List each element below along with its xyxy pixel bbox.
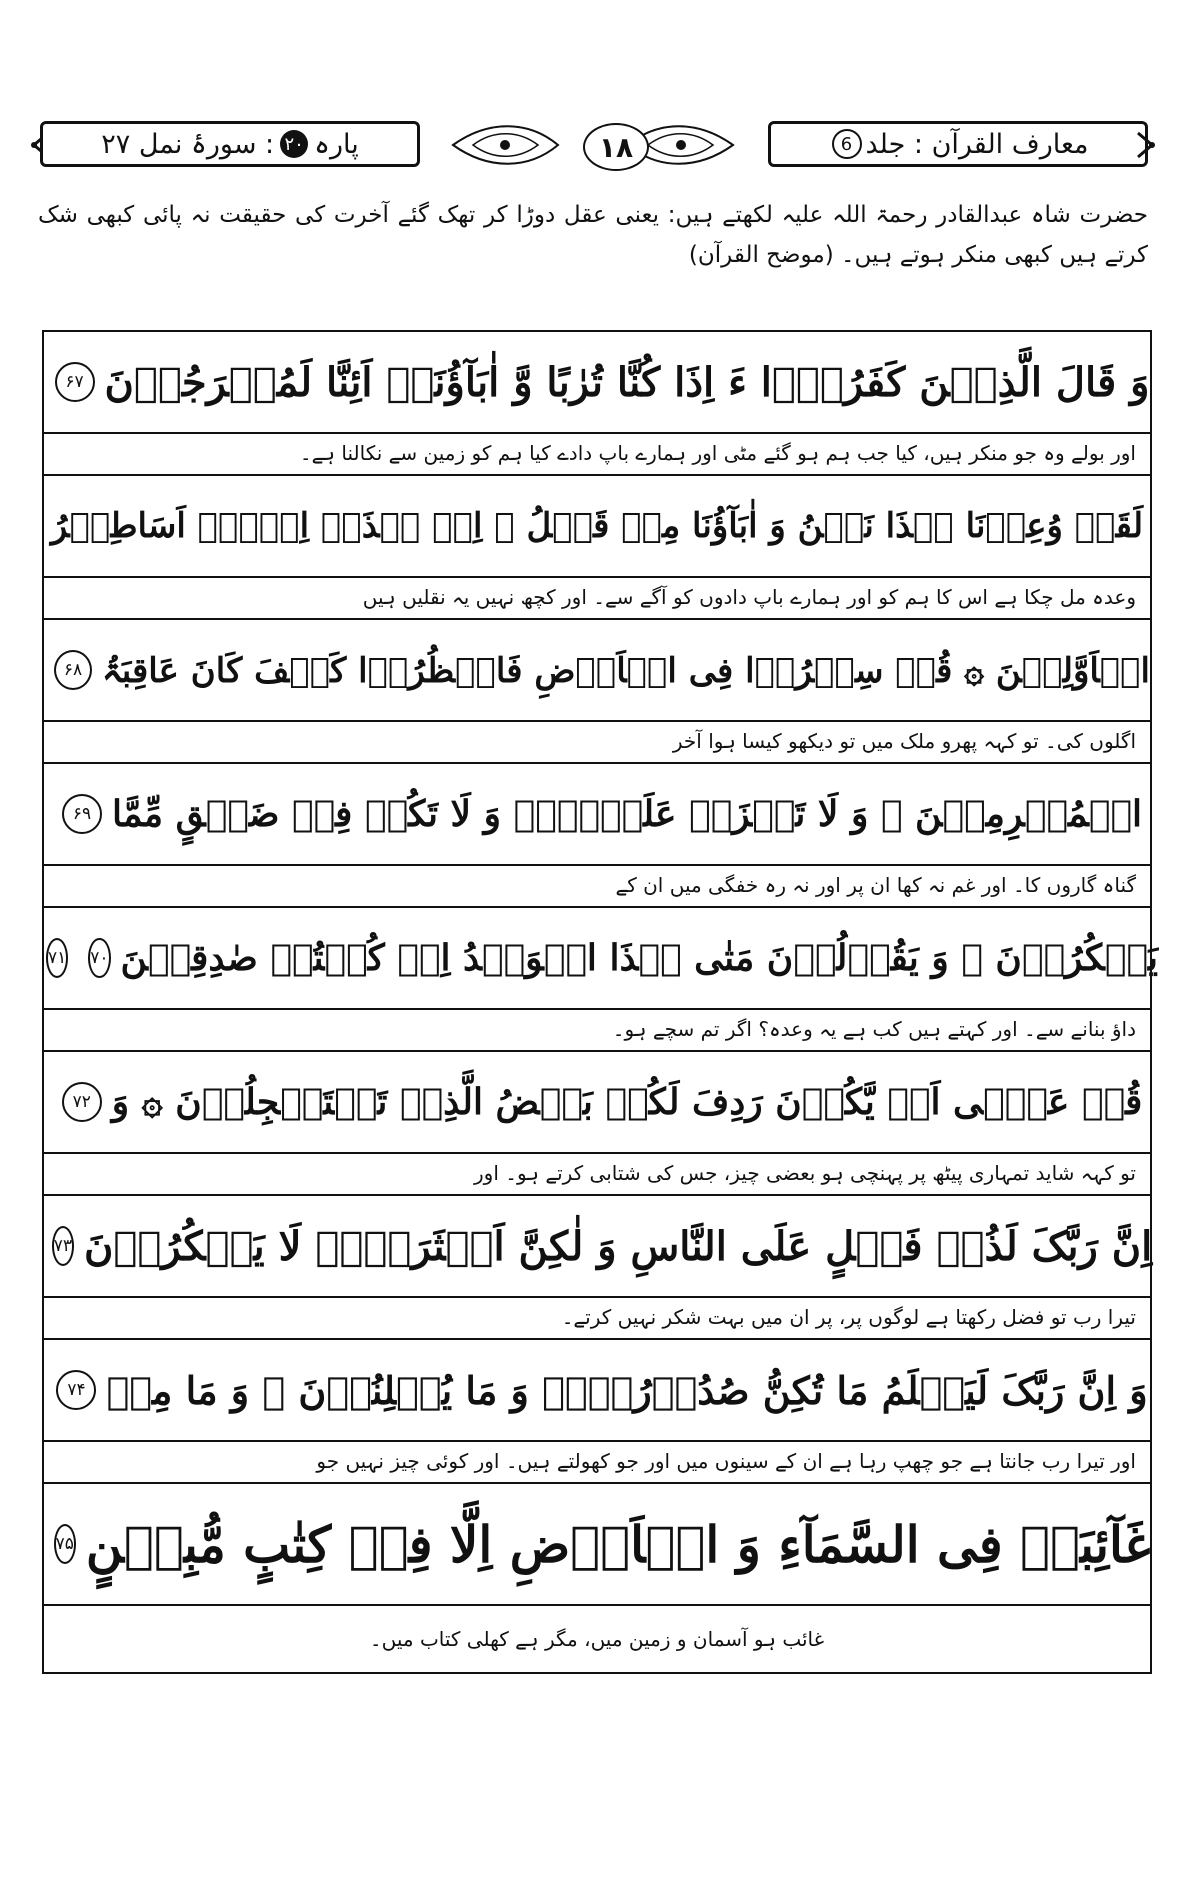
- verse-arabic-9: [44, 1484, 1150, 1606]
- verse-text: الۡاَوَّلِیۡنَ ۞ قُلۡ سِیۡرُوۡا فِی الۡاَرۡضِ فَانۡظُرُوۡا کَیۡفَ کَانَ عَاقِبَۃُ: [101, 650, 1150, 691]
- verse-text: اِنَّ رَبَّکَ لَذُوۡ فَضۡلٍ عَلَی النَّاسِ وَ لٰکِنَّ اَکۡثَرَہُمۡ لَا یَشۡکُرُوۡنَ: [84, 1222, 1153, 1270]
- verse-text: الۡمُجۡرِمِیۡنَ ۞ وَ لَا تَحۡزَنۡ عَلَیۡہِمۡ وَ لَا تَکُنۡ فِیۡ ضَیۡقٍ مِّمَّا: [112, 793, 1142, 835]
- verse-arabic-3: [44, 620, 1150, 722]
- verse-number: ۶۹: [62, 794, 102, 834]
- verse-translation-8: اور تیرا رب جانتا ہے جو چھپ رہا ہے ان کے سینوں میں اور جو کھولتے ہیں۔ اور کوئی چیز نہیں جو: [44, 1440, 1150, 1484]
- verse-arabic-7: [44, 1196, 1153, 1298]
- verse-arabic-6: [44, 1052, 1150, 1154]
- verse-number: ۶۸: [54, 650, 92, 690]
- intro-commentary: حضرت شاہ عبدالقادر رحمۃ اللہ علیہ لکھتے ہیں: یعنی عقل دوڑا کر تھک گئے آخرت کی حقیقت نہ پائی کبھی شک کرتے ہیں کبھی منکر ہوتے ہیں۔ (موضح القرآن): [38, 202, 1148, 268]
- verse-translation-9: غائب ہو آسمان و زمین میں، مگر ہے کھلی کتاب میں۔: [369, 1627, 825, 1651]
- verse-text: لَقَدۡ وُعِدۡنَا ہٰذَا نَحۡنُ وَ اٰبَآؤُنَا مِنۡ قَبۡلُ ۙ اِنۡ ہٰذَاۤ اِلَّاۤ اَسَاطِیۡرُ: [50, 506, 1144, 546]
- verse-number: ۷۴: [56, 1370, 96, 1410]
- volume-number: 6: [832, 129, 862, 159]
- verse-number: ۶۷: [55, 362, 95, 402]
- verse-arabic-8: [44, 1340, 1150, 1442]
- verse-number: ۷۲: [62, 1082, 102, 1122]
- para-label: پارہ: [314, 128, 359, 160]
- verse-text: غَآئِبَۃٍ فِی السَّمَآءِ وَ الۡاَرۡضِ اِلَّا فِیۡ کِتٰبٍ مُّبِیۡنٍ: [85, 1514, 1151, 1574]
- verse-arabic-5: [44, 908, 1159, 1010]
- book-title: معارف القرآن : جلد: [865, 128, 1089, 160]
- verse-text: یَمۡکُرُوۡنَ ۞ وَ یَقُوۡلُوۡنَ مَتٰی ہٰذَا الۡوَعۡدُ اِنۡ کُنۡتُمۡ صٰدِقِیۡنَ: [120, 937, 1159, 979]
- surah-para-box: [40, 121, 420, 167]
- verse-translation-5: داؤ بنانے سے۔ اور کہتے ہیں کب ہے یہ وعدہ؟ اگر تم سچے ہو۔: [44, 1008, 1150, 1052]
- verse-number: ۷۳: [52, 1226, 74, 1266]
- header-right-ornament-icon: [1136, 131, 1158, 159]
- verse-translation-6: تو کہہ شاید تمہاری پیٹھ پر پہنچی ہو بعضی چیز، جس کی شتابی کرتے ہو۔ اور: [44, 1152, 1150, 1196]
- verse-translation-3: اگلوں کی۔ تو کہہ پھرو ملک میں تو دیکھو کیسا ہوا آخر: [44, 720, 1150, 764]
- verse-number: ۷۰: [88, 938, 110, 978]
- verse-translation-4: گناہ گاروں کا۔ اور غم نہ کھا ان پر اور نہ رہ خفگی میں ان کے: [44, 864, 1150, 908]
- verse-translation-2: وعدہ مل چکا ہے اس کا ہم کو اور ہمارے باپ دادوں کو آگے سے۔ اور کچھ نہیں یہ نقلیں ہیں: [44, 576, 1150, 620]
- surah-label: : سورۂ نمل ۲۷: [101, 128, 275, 160]
- verse-number: ۷۵: [54, 1524, 76, 1564]
- verse-frame: [42, 330, 1159, 1674]
- verse-text: قُلۡ عَسٰۤی اَنۡ یَّکُوۡنَ رَدِفَ لَکُمۡ بَعۡضُ الَّذِیۡ تَسۡتَعۡجِلُوۡنَ ۞ وَ: [111, 1081, 1143, 1123]
- verse-number: ۷۱: [46, 938, 68, 978]
- verse-arabic-1: [44, 332, 1150, 434]
- verse-arabic-2: [44, 476, 1150, 578]
- verse-translation-1: اور بولے وہ جو منکر ہیں، کیا جب ہم ہو گئے مٹی اور ہمارے باپ دادے کیا ہم کو زمین سے نکالنا ہے۔: [44, 432, 1150, 476]
- verse-text: وَ قَالَ الَّذِیۡنَ کَفَرُوۡۤا ءَ اِذَا کُنَّا تُرٰبًا وَّ اٰبَآؤُنَاۤ اَئِنَّا لَمُخۡرَجُوۡنَ: [104, 358, 1150, 406]
- page-number: ۱۸: [583, 123, 649, 171]
- verse-arabic-4: [44, 764, 1150, 866]
- book-volume-box: [768, 121, 1148, 167]
- verse-translation-7: تیرا رب تو فضل رکھتا ہے لوگوں پر، پر ان میں بہت شکر نہیں کرتے۔: [44, 1296, 1150, 1340]
- page-header: [28, 115, 1158, 177]
- verse-text: وَ اِنَّ رَبَّکَ لَیَعۡلَمُ مَا تُکِنُّ صُدُوۡرُہُمۡ وَ مَا یُعۡلِنُوۡنَ ۞ وَ مَا مِنۡ: [106, 1367, 1148, 1413]
- para-number: ۲۰: [280, 130, 308, 158]
